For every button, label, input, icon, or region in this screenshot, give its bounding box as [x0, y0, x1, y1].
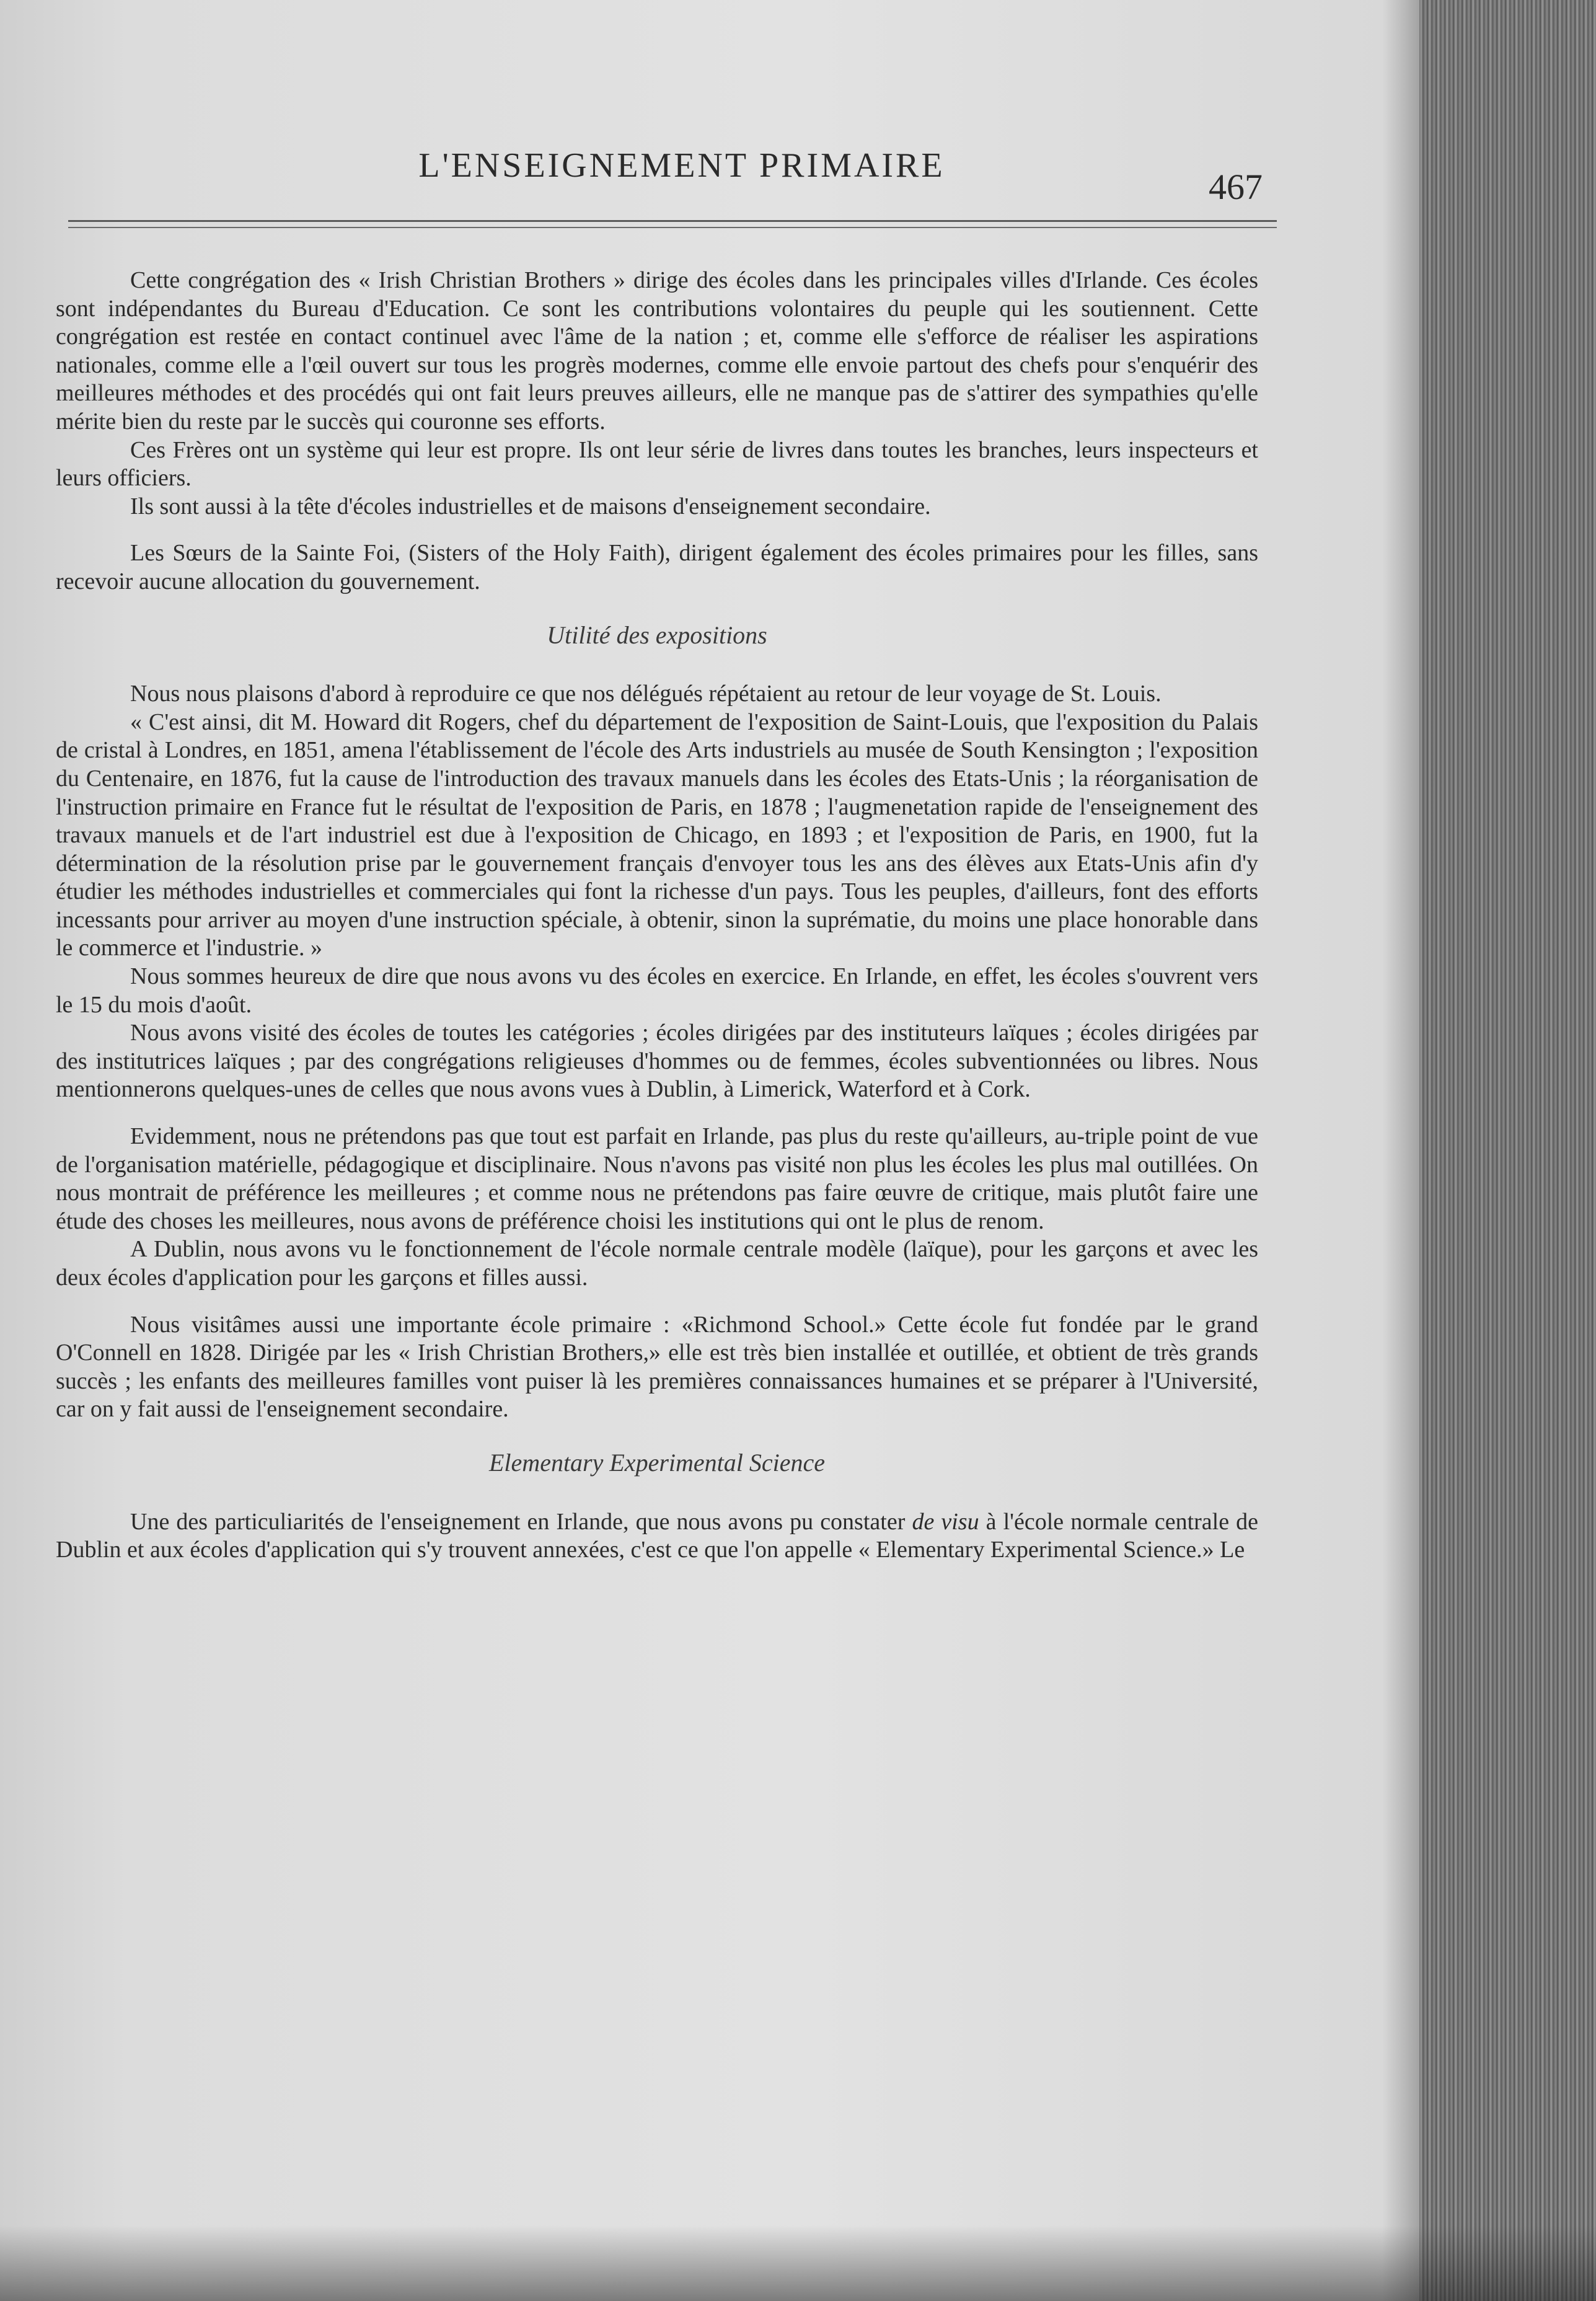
paragraph: Nous avons visité des écoles de toutes les catégories ; écoles dirigées par des instituteurs laïques ; écoles dirigées par des institutrices laïques ; par des congrégations religieuses d'hommes ou de femmes, écoles subventionnées ou libres. Nous mentionnerons quelques-unes de celles que nous avons vues à Dublin, à Limerick, Waterford et à Cork.	[56, 1020, 1258, 1103]
page-number: 467	[1209, 167, 1263, 207]
quotation-paragraph: « C'est ainsi, dit M. Howard dit Rogers, chef du département de l'exposition de Saint-Louis, que l'exposition du Palais de cristal à Londres, en 1851, amena l'établissement de l'école des Arts industriels au musée de South Kensington ; l'exposition du Centenaire, en 1876, fut la cause de l'introduction des travaux manuels dans les écoles des Etats-Unis ; la réorganisation de l'instruction primaire en France fut le résultat de l'exposition de Paris, en 1878 ; l'augmenetation rapide de l'enseignement des travaux manuels et de l'art industriel est due à l'exposition de Chicago, en 1893 ; et l'exposition de Paris, en 1900, fut la détermination de la résolution prise par le gouvernement français d'envoyer tous les ans des élèves aux Etats-Unis afin d'y étudier les méthodes industrielles et commerciales qui font la richesse d'un pays. Tous les peuples, d'ailleurs, font des efforts incessants pour arriver au moyen d'une instruction spéciale, à obtenir, sinon la suprématie, du moins une place honorable dans le commerce et l'industrie. »	[56, 709, 1258, 961]
header-rule-top	[68, 220, 1277, 222]
paragraph: A Dublin, nous avons vu le fonctionnement de l'école normale centrale modèle (laïque), pour les garçons et avec les deux écoles d'application pour les garçons et filles aussi.	[56, 1236, 1258, 1291]
paragraph: Cette congrégation des « Irish Christian Brothers » dirige des écoles dans les principales villes d'Irlande. Ces écoles sont indépendantes du Bureau d'Education. Ce sont les contributions volontaires du peuple qui les soutiennent. Cette congrégation est restée en contact continuel avec l'âme de la nation ; et, comme elle s'efforce de réaliser les aspirations nationales, comme elle a l'œil ouvert sur tous les progrès modernes, comme elle envoie partout des chefs pour s'enquérir des meilleures méthodes et des procédés qui ont fait leurs preuves ailleurs, elle ne manque pas de s'attirer des sympathies qu'elle mérite bien du reste par le succès qui couronne ses efforts.	[56, 267, 1258, 435]
section-heading: Elementary Experimental Science	[489, 1448, 825, 1477]
italic-phrase: de visu	[912, 1508, 979, 1535]
paragraph: Ils sont aussi à la tête d'écoles industrielles et de maisons d'enseignement secondaire.	[130, 493, 931, 519]
paragraph	[56, 1508, 1258, 1565]
running-head: L'ENSEIGNEMENT PRIMAIRE	[418, 146, 945, 185]
section-heading: Utilité des expositions	[547, 621, 767, 649]
text-run: à l'école normale centrale de Dublin et aux écoles d'application qui s'y trouvent annexées, c'est ce que l'on appelle « Elementary Experimental Science.» Le	[56, 1508, 1259, 1563]
paragraph: Nous sommes heureux de dire que nous avons vu des écoles en exercice. En Irlande, en effet, les écoles s'ouvrent vers le 15 du mois d'août.	[56, 963, 1258, 1018]
text-run: Une des particuliarités de l'enseignement en Irlande, que nous avons pu constater	[130, 1508, 906, 1535]
paragraph: Nous visitâmes aussi une importante école primaire : «Richmond School.» Cette école fut fondée par le grand O'Connell en 1828. Dirigée par les « Irish Christian Brothers,» elle est très bien installée et outillée, et obtient de très grands succès ; les enfants des meilleures familles vont puiser là les premières connaissances humaines et se préparer à l'Université, car on y fait aussi de l'enseignement secondaire.	[56, 1311, 1258, 1423]
body-text	[56, 267, 1258, 1565]
paragraph: Nous nous plaisons d'abord à reproduire ce que nos délégués répétaient au retour de leur voyage de St. Louis.	[130, 681, 1162, 707]
paragraph: Evidemment, nous ne prétendons pas que tout est parfait en Irlande, pas plus du reste qu'ailleurs, au-triple point de vue de l'organisation matérielle, pédagogique et disciplinaire. Nous n'avons pas visité non plus les écoles les plus mal outillées. On nous montrait de préférence les meilleures ; et comme nous ne prétendons pas faire œuvre de critique, mais plutôt faire une étude des choses les meilleures, nous avons de préférence choisi les institutions qui ont le plus de renom.	[56, 1123, 1258, 1234]
paragraph: Les Sœurs de la Sainte Foi, (Sisters of the Holy Faith), dirigent également des écoles primaires pour les filles, sans recevoir aucune allocation du gouvernement.	[56, 540, 1258, 594]
header-rule-bottom	[68, 227, 1277, 228]
scan-bottom-shadow	[0, 2225, 1596, 2301]
paragraph: Ces Frères ont un système qui leur est propre. Ils ont leur série de livres dans toutes les branches, leurs inspecteurs et leurs officiers.	[56, 436, 1258, 492]
book-page-edges	[1419, 0, 1596, 2301]
